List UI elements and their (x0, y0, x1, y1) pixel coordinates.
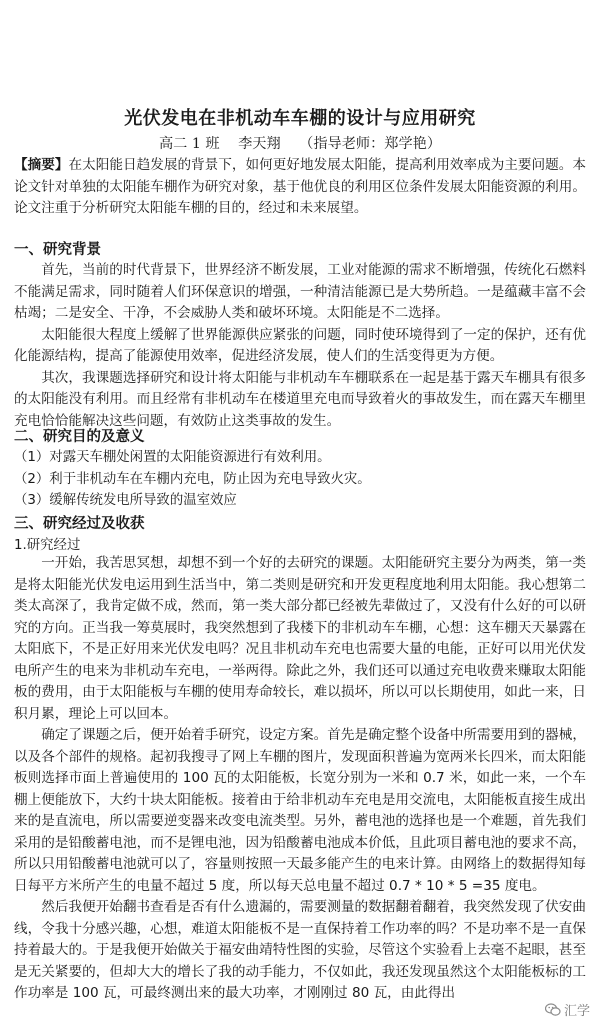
section-heading-purpose: 二、研究目的及意义 (14, 428, 145, 445)
paragraph: 其次，我课题选择研究和设计将太阳能与非机动车车棚联系在一起是基于露天车棚具有很多的太阳能没有利用。而且经常有非机动车在楼道里充电而导致着火的事故发生，而在露天车棚里充电恰恰能解决这些问题，有效防止这类事故的发生。 (14, 369, 586, 429)
paragraph: 一开始，我苦思冥想，却想不到一个好的去研究的课题。太阳能研究主要分为两类，第一类是将太阳能光伏发电运用到生活当中，第二类则是研究和开发更程度地利用太阳能。我心想第二类太高深了，我肯定做不成，然而，第一类大部分都已经被先辈做过了，又没有什么好的可以研究的方向。正当我一筹莫展时，我突然想到了我楼下的非机动车车棚，心想：这车棚天天暴露在太阳底下，不是正好用来光伏发电吗？况且非机动车充电也需要大量的电能，正好可以用光伏发电所产生的电来为非机动车充电，一举两得。除此之外，我们还可以通过充电收费来赚取太阳能板的费用，由于太阳能板与车棚的使用寿命较长，难以损坏，所以可以长期使用，如此一来，日积月累，理论上可以回本。 (14, 555, 586, 722)
subsection-heading: 1.研究经过 (14, 538, 81, 553)
list-item: （3）缓解传统发电所导致的温室效应 (14, 493, 237, 508)
author-name: 李天翔 (238, 136, 281, 152)
abstract-text: 在太阳能日趋发展的背景下，如何更好地发展太阳能，提高利用效率成为主要问题。本论文针对单独的太阳能车棚作为研究对象，基于他优良的利用区位条件发展太阳能资源的利用。论文注重于分析研究太阳能车棚的目的，经过和未来展望。 (14, 157, 587, 216)
paragraph: 然后我便开始翻书查看是否有什么遗漏的，需要测量的数据翻着翻着，我突然发现了伏安曲线，令我十分感兴趣，心想，难道太阳能板不是一直保持着工作功率的吗？不是功率不是一直保持着最大的。于是我便开始做关于福安曲靖特性图的实验，尽管这个实验看上去毫不起眼，甚至是无关紧要的，但却大大的增长了我的动手能力，不仅如此，我还发现虽然这个太阳能板标的工作功率是 100 瓦，可最终测出来的最大功率，才刚刚过 80 瓦，由此得出 (14, 899, 586, 1001)
author-advisor: （指导老师：郑学艳） (299, 136, 442, 152)
section-process-body (14, 553, 586, 1005)
section-heading-process: 三、研究经过及收获 (14, 515, 145, 532)
paragraph: 确定了课题之后，便开始着手研究，设定方案。首先是确定整个设备中所需要用到的器械，以及各个部件的规格。起初我搜寻了网上车棚的图片，发现面积普遍为宽两米长四米，而太阳能板则选择市面上普遍使用的 100 瓦的太阳能板，长宽分别为一米和 0.7 米，如此一来，一个车棚上便能放下，大约十块太阳能板。接着由于给非机动车充电是用交流电，太阳能板直接生成出来的是直流电，所以需要逆变器来改变电流类型。另外，蓄电池的选择也是一个难题，首先我们采用的是铅酸蓄电池，而不是锂电池，因为铅酸蓄电池成本价低，且此项目蓄电池的要求不高，所以只用铅酸蓄电池就可以了，容量则按照一天最多能产生的电来计算。由网络上的数据得知每日每平方米所产生的电量不超过 5 度，所以每天总电量不超过 0.7 * 10 * 5 =35 度电。 (14, 727, 586, 894)
abstract (14, 155, 586, 220)
purpose-list (14, 447, 586, 512)
watermark-text: 汇学 (563, 1004, 590, 1019)
paper-title: 光伏发电在非机动车车棚的设计与应用研究 (124, 108, 476, 129)
paragraph: 太阳能很大程度上缓解了世界能源供应紧张的问题，同时使环境得到了一定的保护，还有优化能源结构，提高了能源使用效率，促进经济发展，使人们的生活变得更为方便。 (14, 326, 586, 364)
author-line (0, 133, 600, 153)
abstract-label: 【摘要】 (14, 157, 69, 173)
watermark (545, 1000, 590, 1019)
list-item: （2）利于非机动车在车棚内充电，防止因为充电导致火灾。 (14, 471, 371, 487)
section-background-body (14, 260, 586, 432)
author-class: 高二 1 班 (158, 136, 220, 152)
section-heading-background: 一、研究背景 (14, 241, 101, 258)
paragraph: 首先，当前的时代背景下，世界经济不断发展，工业对能源的需求不断增强，传统化石燃料不能满足需求，同时随着人们环保意识的增强，一种清洁能源已是大势所趋。一是蕴藏丰富不会枯竭；二是安全、干净，不会威胁人类和破坏环境。太阳能是不二选择。 (14, 262, 586, 321)
list-item: （1）对露天车棚处闲置的太阳能资源进行有效利用。 (14, 450, 331, 465)
wechat-icon (545, 1003, 561, 1017)
